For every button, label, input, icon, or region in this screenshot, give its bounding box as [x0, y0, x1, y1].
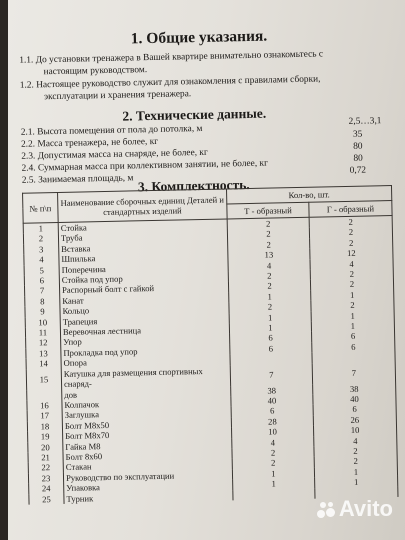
row-num: 18: [27, 421, 62, 432]
spec-label-5: 2.5. Занимаемая площадь, м: [21, 173, 134, 186]
spec-value-2: 35: [352, 129, 363, 140]
spec-value-5: 0,72: [349, 165, 367, 176]
row-name: Распорный болт с гайкой: [59, 282, 228, 296]
row-qty-t: 1: [233, 478, 315, 490]
row-qty-t: 38: [231, 384, 313, 396]
row-qty-t: 6: [230, 343, 312, 355]
row-name: Поперечина: [59, 261, 228, 275]
row-qty-t: 2: [228, 270, 310, 282]
row-qty-g: 6: [312, 341, 395, 353]
row-qty-t: 10: [232, 426, 314, 438]
row-qty-g: 1: [315, 476, 398, 488]
row-qty-g: 1: [311, 320, 394, 332]
row-qty-g: 2: [310, 237, 393, 249]
spec-label-3: 2.3. Допустимая масса на снаряде, не более, кг: [21, 147, 208, 162]
row-name: Турник: [64, 490, 233, 504]
row-name: Гайка М8: [63, 438, 232, 452]
row-qty-g: 1: [314, 466, 397, 478]
row-qty-g: 2: [309, 226, 392, 238]
row-qty-t: 7: [230, 363, 312, 386]
row-name: Труба: [58, 230, 227, 244]
row-name: Заглушка: [62, 407, 231, 421]
row-qty-g: 26: [313, 414, 396, 426]
spec-label-1: 2.1. Высота помещения от пола до потолка, м: [20, 123, 203, 138]
row-qty-g: 2: [310, 268, 393, 280]
row-qty-t: 1: [229, 311, 311, 323]
spec-value-4: 80: [353, 153, 363, 164]
row-qty-g: 2: [309, 216, 392, 229]
section3-title: 3. Комплектность.: [137, 176, 250, 195]
header-qty: Кол-во, шт.: [227, 186, 392, 204]
row-qty-g: 2: [311, 299, 394, 311]
row-name: Руководство по эксплуатации: [63, 469, 232, 483]
avito-watermark: [317, 496, 393, 522]
row-name: Упор: [61, 334, 230, 348]
row-num: 24: [29, 483, 64, 494]
row-num: 25: [29, 494, 64, 505]
row-qty-t: 2: [228, 239, 310, 251]
row-qty-t: 1: [229, 291, 311, 303]
row-name: Катушка для размещения спортивных снаряд-: [61, 365, 230, 389]
row-num: 6: [24, 275, 59, 286]
section1-line2: настоящим руководством.: [43, 65, 148, 78]
row-qty-g: 1: [311, 310, 394, 322]
header-name: Наименование сборочных единиц Деталей и стандартных изделий: [58, 189, 228, 223]
row-name: Стойка под упор: [59, 271, 228, 285]
row-num: 10: [25, 317, 60, 328]
row-qty-g: 4: [314, 434, 397, 446]
row-qty-g: 7: [312, 362, 395, 385]
row-name: Болт М8х50: [62, 417, 231, 431]
row-num: 15: [26, 369, 61, 391]
row-num: 9: [25, 306, 60, 317]
row-name: Канат: [60, 292, 229, 306]
row-name: Болт 8х60: [63, 448, 232, 462]
section1-line1: 1.1. До установки тренажера в Вашей квартире внимательно ознакомьтесь с: [19, 49, 324, 66]
row-num: 11: [25, 327, 60, 338]
row-qty-g: 2: [310, 278, 393, 290]
row-qty-t: 4: [228, 259, 310, 271]
row-qty-t: [233, 488, 315, 500]
row-num: 3: [24, 244, 59, 255]
section1-title: 1. Общие указания.: [130, 27, 268, 48]
kit-table: [22, 185, 398, 505]
row-num: 7: [24, 285, 59, 296]
row-num: 1: [23, 222, 58, 234]
row-num: 17: [27, 410, 62, 421]
row-qty-t: 1: [232, 467, 314, 479]
avito-logo-icon: [317, 502, 335, 518]
section2-title: 2. Технические данные.: [122, 105, 267, 124]
row-qty-t: 4: [232, 436, 314, 448]
row-qty-t: 2: [227, 228, 309, 240]
section1-line3: 1.2. Настоящее руководство служит для ознакомления с правилами сборки,: [19, 74, 321, 91]
spec-label-2: 2.2. Масса тренажера, не более, кг: [20, 136, 159, 150]
kit-table-body: [23, 216, 398, 505]
row-num: 23: [28, 473, 63, 484]
row-qty-g: 12: [310, 247, 393, 259]
row-name: Прокладка под упор: [61, 344, 230, 358]
row-qty-g: 40: [313, 393, 396, 405]
row-qty-g: 10: [313, 424, 396, 436]
row-num: 20: [28, 441, 63, 452]
row-qty-g: 38: [313, 382, 396, 394]
section1-line4: эксплуатации и хранения тренажера.: [43, 89, 192, 103]
row-num: 19: [28, 431, 63, 442]
row-num: 14: [26, 358, 61, 369]
row-qty-t: 2: [232, 457, 314, 469]
header-g: Г - образный: [309, 201, 392, 218]
row-name: Трапеция: [60, 313, 229, 327]
row-num: 22: [28, 462, 63, 473]
row-num: 2: [23, 233, 58, 244]
row-name: Стакан: [63, 459, 232, 473]
row-qty-g: 2: [314, 455, 397, 467]
row-num: 4: [24, 254, 59, 265]
spec-value-3: 80: [353, 141, 363, 152]
row-qty-t: 13: [228, 249, 310, 261]
avito-watermark-text: Avito: [338, 496, 393, 521]
row-name: Вставка: [59, 240, 228, 254]
row-num: [27, 389, 62, 400]
row-qty-g: 4: [310, 258, 393, 270]
spec-value-1: 2,5…3,1: [348, 116, 382, 127]
row-qty-g: 1: [311, 289, 394, 301]
row-qty-g: 6: [313, 403, 396, 415]
document-page: [8, 0, 405, 540]
row-qty-t: 2: [227, 217, 309, 230]
header-t: Т - образный: [227, 202, 309, 219]
row-num: 12: [26, 337, 61, 348]
row-name: Болт М8х70: [63, 428, 232, 442]
row-name: Колпачок: [62, 396, 231, 410]
row-num: 21: [28, 452, 63, 463]
row-qty-t: 6: [230, 332, 312, 344]
spec-label-4: 2.4. Суммарная масса при коллективном занятии, не более, кг: [21, 158, 268, 174]
row-name: Опора: [61, 355, 230, 369]
row-qty-t: 28: [231, 415, 313, 427]
row-name: дов: [62, 386, 231, 400]
row-name: Стойка: [58, 219, 227, 233]
row-qty-g: 2: [314, 445, 397, 457]
row-num: 13: [26, 348, 61, 359]
row-qty-t: 1: [229, 322, 311, 334]
header-num: № п\п: [23, 193, 59, 224]
row-qty-t: 40: [231, 395, 313, 407]
row-qty-g: 6: [312, 330, 395, 342]
row-name: Упаковка: [64, 480, 233, 494]
row-qty-t: 6: [231, 405, 313, 417]
row-num: 8: [25, 296, 60, 307]
row-name: Шпилька: [59, 251, 228, 265]
row-num: 5: [24, 265, 59, 276]
row-qty-t: 2: [228, 280, 310, 292]
document-content: [8, 0, 405, 540]
row-num: 16: [27, 400, 62, 411]
row-name: Веревочная лестница: [60, 323, 229, 337]
row-qty-t: 2: [232, 447, 314, 459]
row-qty-t: 2: [229, 301, 311, 313]
row-name: Кольцо: [60, 303, 229, 317]
